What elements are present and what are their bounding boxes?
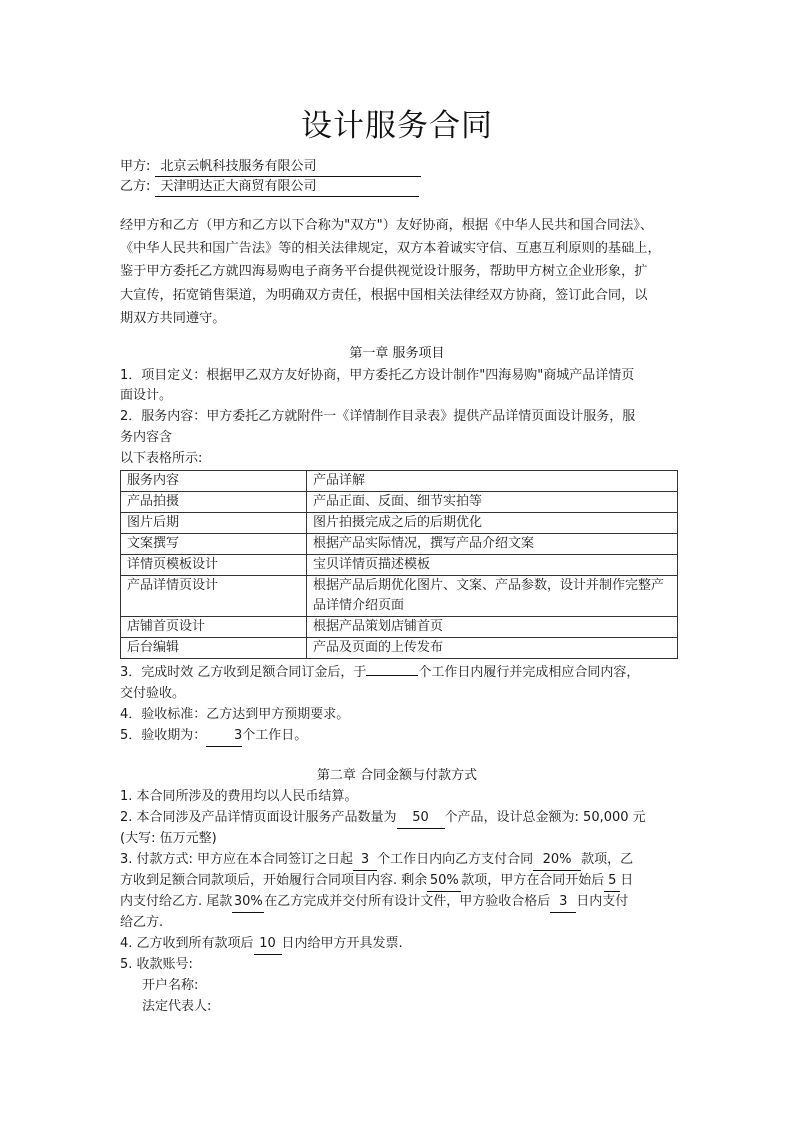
party-a-label: 甲方: [120,159,151,174]
table-cell: 文案撰写 [121,534,307,555]
table-cell: 店铺首页设计 [121,617,307,638]
ch2-item3-text: 日内支付 [576,894,629,909]
ch2-item3-text: 日 [620,873,634,888]
ch2-item3-text: 款项，甲方在合同开始后 [461,873,605,888]
account-name-label: 开户名称: [142,978,199,993]
ch1-item1-cont: 面设计。 [120,388,173,403]
ch2-item3-line4: 给乙方. [120,915,164,930]
ch2-item3-text: 3. 付款方式: 甲方应在本合同签订之日起 [120,852,354,867]
ch2-item2-cont: (大写: 伍万元整) [120,831,217,846]
table-cell: 图片后期 [121,513,307,534]
party-b-line [120,178,419,197]
table-row [121,576,678,617]
service-table [120,470,678,659]
ch2-item2 [120,808,646,829]
ch2-item3-text: 款项，乙 [581,852,634,867]
payment-pct-2: 50% [427,871,461,892]
table-row [121,617,678,638]
table-cell: 产品及页面的上传发布 [307,638,678,659]
table-header-cell: 服务内容 [121,471,307,492]
table-row [121,555,678,576]
chapter2-heading: 第二章 合同金额与付款方式 [316,768,478,783]
ch2-item3-line3 [120,892,628,913]
payment-days-2: 5 [604,871,620,892]
table-row [121,534,678,555]
ch2-item3-line1 [120,850,633,871]
payment-days-1: 3 [353,850,377,871]
table-cell: 根据产品实际情况，撰写产品介绍文案 [307,534,678,555]
payment-pct-3: 30% [232,892,264,913]
preamble-line: 期双方共同遵守。 [120,310,226,326]
ch1-item5-text: 个工作日。 [242,728,308,743]
acceptance-days: 3 [206,726,242,747]
preamble [120,214,680,330]
chapter1-heading: 第一章 服务项目 [349,346,445,361]
ch1-item3 [120,663,639,683]
payment-days-3: 3 [550,892,576,913]
ch1-item3-text: 个工作日内履行并完成相应合同内容， [418,665,640,680]
payment-pct-1: 20% [533,850,581,871]
table-cell: 宝贝详情页描述模板 [307,555,678,576]
ch2-item3-text: 方收到足额合同款项后，开始履行合同项目内容. 剩余 [120,873,428,888]
table-cell: 图片拍摄完成之后的后期优化 [307,513,678,534]
legal-rep-label: 法定代表人: [142,999,212,1014]
ch1-item3-text: 3．完成时效 乙方收到足额合同订金后，于 [120,665,367,680]
table-header-cell: 产品详解 [307,471,678,492]
ch2-item1: 1. 本合同所涉及的费用均以人民币结算。 [120,789,358,804]
product-quantity: 50 [397,808,445,829]
party-b-name: 天津明达正大商贸有限公司 [155,178,419,197]
preamble-line: 经甲方和乙方（甲方和乙方以下合称为"双方"）友好协商，根据《中华人民共和国合同法》、 [120,218,654,233]
ch1-item2-table-intro: 以下表格所示: [120,451,203,466]
ch1-item5 [120,726,307,747]
party-a-line [120,158,421,177]
ch1-item4: 4．验收标准：乙方达到甲方预期要求。 [120,707,350,722]
ch2-item4-text: 4. 乙方收到所有款项后 [120,936,254,951]
ch1-item3-cont: 交付验收。 [120,686,186,701]
ch1-item2-cont: 务内容含 [120,430,173,445]
ch2-item3-line2 [120,871,633,892]
table-cell: 产品详情页设计 [121,576,307,617]
preamble-line: 《中华人民共和国广告法》等的相关法律规定，双方本着诚实守信、互惠互利原则的基础上， [120,241,661,257]
ch2-item2-text: 个产品，设计总金额为: 50,000 元 [444,810,646,825]
preamble-line: 大宣传，拓宽销售渠道，为明确双方责任，根据中国相关法律经双方协商，签订此合同，以 [120,287,648,303]
ch2-item3-text: 个工作日内向乙方支付合同 [377,852,534,867]
ch2-item3-text: 内支付给乙方. 尾款 [120,894,233,909]
table-row [121,638,678,659]
table-cell: 后台编辑 [121,638,307,659]
preamble-line: 鉴于甲方委托乙方就四海易购电子商务平台提供视觉设计服务，帮助甲方树立企业形象，扩 [120,264,648,280]
ch2-item3-text: 在乙方完成并交付所有设计文件，甲方验收合格后 [264,894,551,909]
table-cell: 详情页模板设计 [121,555,307,576]
ch2-item4-text: 日内给甲方开具发票. [281,936,403,951]
ch1-item1: 1．项目定义：根据甲乙双方友好协商，甲方委托乙方设计制作"四海易购"商城产品详情页 [120,368,635,383]
table-row [121,513,678,534]
table-cell: 产品正面、反面、细节实拍等 [307,492,678,513]
table-header-row [121,471,678,492]
ch2-item5: 5. 收款账号: [120,957,193,972]
ch1-item2: 2．服务内容：甲方委托乙方就附件一《详情制作目录表》提供产品详情页面设计服务，服 [120,409,636,424]
table-row [121,492,678,513]
party-b-label: 乙方: [120,179,151,194]
table-cell: 根据产品策划店铺首页 [307,617,678,638]
completion-days-blank [366,675,418,676]
table-cell: 根据产品后期优化图片、文案、产品参数，设计并制作完整产品详情介绍页面 [307,576,678,617]
table-cell: 产品拍摄 [121,492,307,513]
party-a-name: 北京云帆科技服务有限公司 [155,158,421,177]
ch2-item2-text: 2. 本合同涉及产品详情页面设计服务产品数量为 [120,810,397,825]
ch1-item5-text: 5．验收期为： [120,728,207,743]
invoice-days: 10 [254,934,282,955]
document-title: 设计服务合同 [301,108,493,144]
ch2-item4 [120,934,403,955]
